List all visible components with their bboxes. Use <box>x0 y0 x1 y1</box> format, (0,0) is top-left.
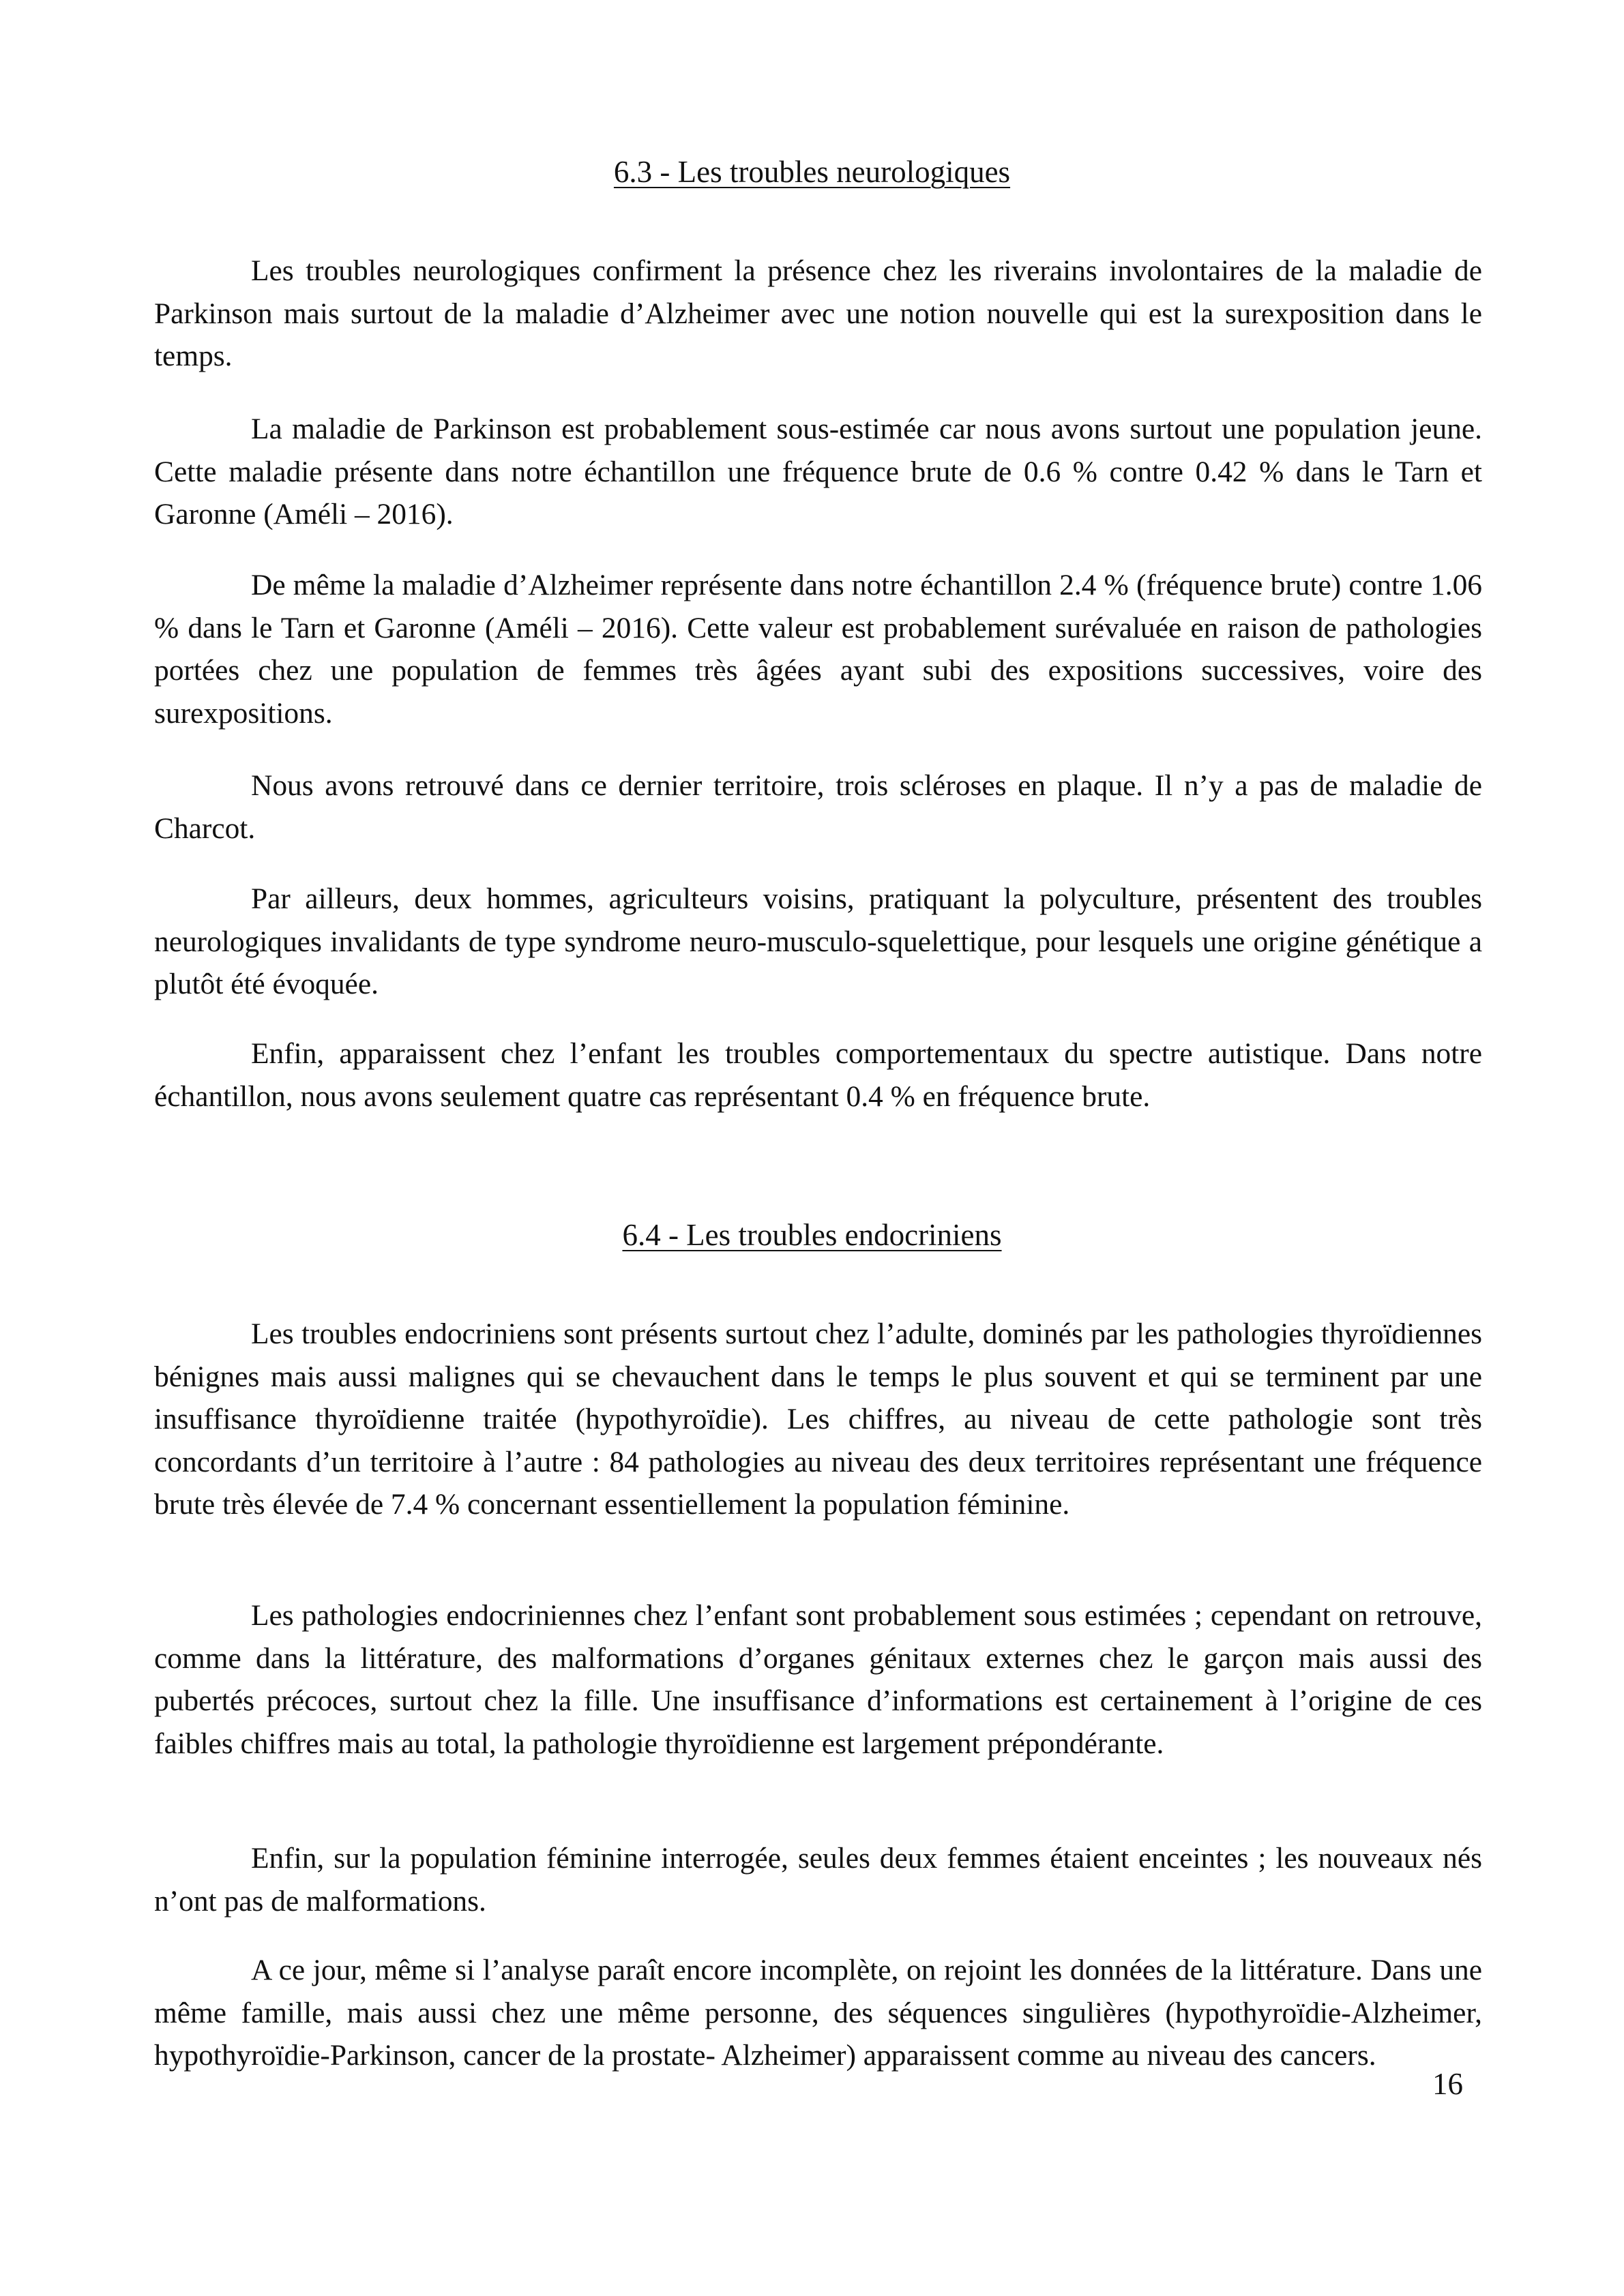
paragraph-neuro-6: Enfin, apparaissent chez l’enfant les troubles comportementaux du spectre autistique. Dans notre échantillon, nous avons seulement quatre cas représentant 0.4 % en fréquence brute. <box>154 1037 1482 1113</box>
section-heading-neurologiques: 6.3 - Les troubles neurologiques <box>613 155 1011 189</box>
paragraph-endo-4: A ce jour, même si l’analyse paraît encore incomplète, on rejoint les données de la littérature. Dans une même famille, mais aussi chez une même personne, des séquences singulières (hypothyroïdie-Alzheimer, hypothyroïdie-Parkinson, cancer de la prostate- Alzheimer) apparaissent comme au niveau des cancers. <box>154 1954 1482 2072</box>
paragraph-neuro-1: Les troubles neurologiques confirment la présence chez les riverains involontaires de la maladie de Parkinson mais surtout de la maladie d’Alzheimer avec une notion nouvelle qui est la surexposition dans le temps. <box>154 254 1482 372</box>
paragraph-endo-3: Enfin, sur la population féminine interrogée, seules deux femmes étaient enceintes ; les nouveaux nés n’ont pas de malformations. <box>154 1842 1482 1918</box>
paragraph-endo-2: Les pathologies endocriniennes chez l’enfant sont probablement sous estimées ; cependant on retrouve, comme dans la littérature, des malformations d’organes génitaux externes chez le garçon mais aussi des pubertés précoces, surtout chez la fille. Une insuffisance d’informations est certainement à l’origine de ces faibles chiffres mais au total, la pathologie thyroïdienne est largement prépondérante. <box>154 1599 1482 1760</box>
paragraph-neuro-3: De même la maladie d’Alzheimer représente dans notre échantillon 2.4 % (fréquence brute) contre 1.06 % dans le Tarn et Garonne (Améli – 2016). Cette valeur est probablement surévaluée en raison de pathologies portées chez une population de femmes très âgées ayant subi des expositions successives, voire des surexpositions. <box>154 569 1482 730</box>
section-heading-endocriniens: 6.4 - Les troubles endocriniens <box>622 1218 1002 1252</box>
paragraph-neuro-2: La maladie de Parkinson est probablement sous-estimée car nous avons surtout une population jeune. Cette maladie présente dans notre échantillon une fréquence brute de 0.6 % contre 0.42 % dans le Tarn et Garonne (Améli – 2016). <box>154 413 1482 531</box>
paragraph-neuro-4: Nous avons retrouvé dans ce dernier territoire, trois scléroses en plaque. Il n’y a pas de maladie de Charcot. <box>154 769 1482 845</box>
paragraph-endo-1: Les troubles endocriniens sont présents surtout chez l’adulte, dominés par les pathologies thyroïdiennes bénignes mais aussi malignes qui se chevauchent dans le temps le plus souvent et qui se terminent par une insuffisance thyroïdienne traitée (hypothyroïdie). Les chiffres, au niveau de cette pathologie sont très concordants d’un territoire à l’autre : 84 pathologies au niveau des deux territoires représentant une fréquence brute très élevée de 7.4 % concernant essentiellement la population féminine. <box>154 1317 1482 1521</box>
paragraph-neuro-5: Par ailleurs, deux hommes, agriculteurs voisins, pratiquant la polyculture, présentent des troubles neurologiques invalidants de type syndrome neuro-musculo-squelettique, pour lesquels une origine génétique a plutôt été évoquée. <box>154 882 1482 1000</box>
page-number: 16 <box>1432 2067 1463 2101</box>
